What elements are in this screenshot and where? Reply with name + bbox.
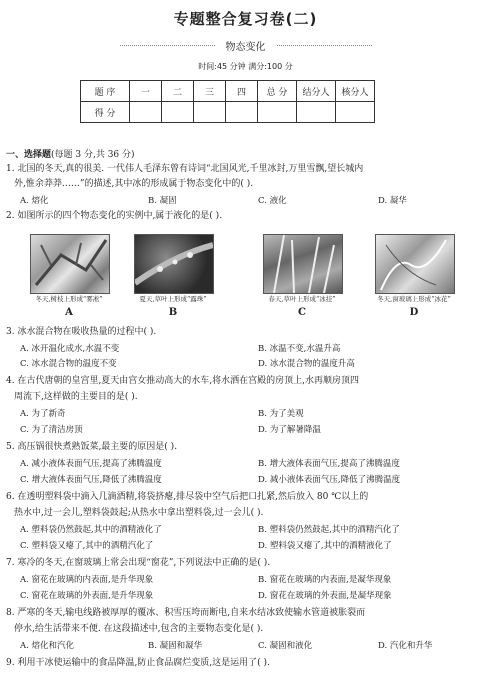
question-9-line-1: 9. 利用干冰使运输中的食品降温,防止食品腐烂变质,这是运用了( ). <box>6 658 270 668</box>
figure-c-caption: 春天,草叶上形成“冰挂” <box>268 295 336 303</box>
score-input-cell[interactable] <box>194 102 226 123</box>
question-2-line-1: 2. 如图所示的四个物态变化的实例中,属于液化的是( ). <box>6 211 223 221</box>
q4-option-b[interactable]: B. 为了美观 <box>258 409 304 419</box>
figure-d-label: D <box>409 307 419 318</box>
score-input-cell[interactable] <box>297 102 336 123</box>
q6-option-d[interactable]: D. 塑料袋又瘪了,其中的酒精液化了 <box>258 541 392 551</box>
time-info: 时间:45 分钟 满分:100 分 <box>198 62 293 71</box>
q5-option-b[interactable]: B. 增大液体表面气压,提高了沸腾温度 <box>258 459 400 469</box>
figure-b-caption: 夏天,草叶上形成“露珠” <box>139 295 207 303</box>
score-table <box>80 80 375 123</box>
figure-d-window-frost <box>375 234 455 294</box>
q5-option-d[interactable]: D. 减小液体表面气压,降低了沸腾温度 <box>258 475 401 485</box>
figure-c-icicle-grass <box>263 234 343 294</box>
question-4-line-1: 4. 在古代唐朝的皇宫里,夏天由宫女推动高大的水车,将水洒在宫殿的房顶上,水再顺房顶四 <box>6 376 360 386</box>
question-5-line-1: 5. 高压锅很快煮熟饭菜,最主要的原因是( ). <box>6 442 178 452</box>
section-title: 一、选择题 <box>6 150 52 160</box>
q4-option-a[interactable]: A. 为了新奇 <box>20 409 66 419</box>
score-header-cell: 三 <box>194 81 226 102</box>
question-8-line-2: 停水,给生活带来不便. 在这段描述中,包含的主要物态变化是( ). <box>14 624 264 634</box>
q7-option-d[interactable]: D. 窗花在玻璃的外表面,是凝华现象 <box>258 591 392 601</box>
figure-a-frost-branches <box>30 234 110 294</box>
score-table-header-row <box>81 81 375 102</box>
question-7-line-1: 7. 寒冷的冬天,在窗玻璃上常会出现“窗花”,下列说法中正确的是( ). <box>6 558 271 568</box>
question-3-line-1: 3. 冰水混合物在吸收热量的过程中( ). <box>6 327 157 337</box>
figure-b-label: B <box>168 307 178 318</box>
q3-option-c[interactable]: C. 冰水混合物的温度不变 <box>20 359 117 369</box>
dotted-divider-right <box>277 45 372 46</box>
section-heading <box>6 147 135 160</box>
q7-option-a[interactable]: A. 窗花在玻璃的内表面,是升华现象 <box>20 575 154 585</box>
page-title: 专题整合复习卷(二) <box>173 10 318 28</box>
question-6-line-1: 6. 在透明塑料袋中滴入几滴酒精,将袋挤瘪,排尽袋中空气后把口扎紧,然后放入 80 ℃以上的 <box>6 492 369 502</box>
figure-d-caption: 冬天,窗玻璃上形成“冰花” <box>377 295 451 303</box>
q1-option-c[interactable]: C. 液化 <box>258 196 287 206</box>
score-header-cell: 核分人 <box>336 81 375 102</box>
q7-option-c[interactable]: C. 窗花在玻璃的外表面,是升华现象 <box>20 591 154 601</box>
figure-a-caption: 冬天,树枝上形成“雾凇” <box>35 295 103 303</box>
question-6-line-2: 热水中,过一会儿,塑料袋鼓起;从热水中拿出塑料袋,过一会儿( ). <box>14 508 264 518</box>
q5-option-a[interactable]: A. 减小液体表面气压,提高了沸腾温度 <box>20 459 162 469</box>
q4-option-c[interactable]: C. 为了清洁房顶 <box>20 425 83 435</box>
figure-c-label: C <box>298 307 306 318</box>
score-header-cell: 总 分 <box>258 81 297 102</box>
question-2-figures <box>30 234 480 324</box>
score-input-cell[interactable] <box>162 102 194 123</box>
q1-option-a[interactable]: A. 熔化 <box>20 196 49 206</box>
q6-option-a[interactable]: A. 塑料袋仍然鼓起,其中的酒精液化了 <box>20 525 162 535</box>
q8-option-c[interactable]: C. 凝固和液化 <box>258 641 313 651</box>
q4-option-d[interactable]: D. 为了解暑降温 <box>258 425 321 435</box>
subtitle-row <box>0 38 491 52</box>
q3-option-d[interactable]: D. 冰水混合物的温度升高 <box>258 359 355 369</box>
score-header-cell: 一 <box>130 81 162 102</box>
score-header-cell: 二 <box>162 81 194 102</box>
q6-option-b[interactable]: B. 塑料袋仍然鼓起,其中的酒精汽化了 <box>258 525 400 535</box>
q1-option-b[interactable]: B. 凝固 <box>148 196 177 206</box>
score-input-cell[interactable] <box>130 102 162 123</box>
score-header-cell: 题 序 <box>81 81 130 102</box>
figure-b-dew-leaf <box>134 234 214 294</box>
q5-option-c[interactable]: C. 增大液体表面气压,降低了沸腾温度 <box>20 475 162 485</box>
score-table-score-row <box>81 102 375 123</box>
score-header-cell: 四 <box>226 81 258 102</box>
score-header-cell: 结分人 <box>297 81 336 102</box>
q6-option-c[interactable]: C. 塑料袋又瘪了,其中的酒精汽化了 <box>20 541 154 551</box>
subtitle: 物态变化 <box>225 42 266 53</box>
score-input-cell[interactable] <box>336 102 375 123</box>
score-input-cell[interactable] <box>258 102 297 123</box>
q3-option-a[interactable]: A. 冰开温化成水,水温不变 <box>20 344 120 354</box>
q8-option-d[interactable]: D. 汽化和升华 <box>378 641 433 651</box>
q3-option-b[interactable]: B. 冰温不变,水温升高 <box>258 344 341 354</box>
question-1-line-2: 外,惟余莽莽……”的描述,其中冰的形成属于物态变化中的( ). <box>14 179 254 189</box>
section-note: (每题 3 分,共 36 分) <box>51 150 135 160</box>
figure-a-label: A <box>65 307 73 318</box>
q8-option-b[interactable]: B. 凝固和凝华 <box>148 641 203 651</box>
question-1-line-1: 1. 北国的冬天,真的很美. 一代伟人毛泽东曾有诗词“北国风光,千里冰封,万里雪飘,望长城内 <box>6 164 364 174</box>
score-input-cell[interactable] <box>226 102 258 123</box>
q7-option-b[interactable]: B. 窗花在玻璃的内表面,是凝华现象 <box>258 575 392 585</box>
question-4-line-2: 周流下,这样做的主要目的是( ). <box>14 392 138 402</box>
score-row-label: 得 分 <box>81 102 130 123</box>
q8-option-a[interactable]: A. 熔化和汽化 <box>20 641 75 651</box>
q1-option-d[interactable]: D. 凝华 <box>378 196 407 206</box>
question-8-line-1: 8. 严寒的冬天,输电线路被厚厚的覆冰、积雪压垮而断电,自来水结冰致使输水管道被胀裂而 <box>6 608 366 618</box>
